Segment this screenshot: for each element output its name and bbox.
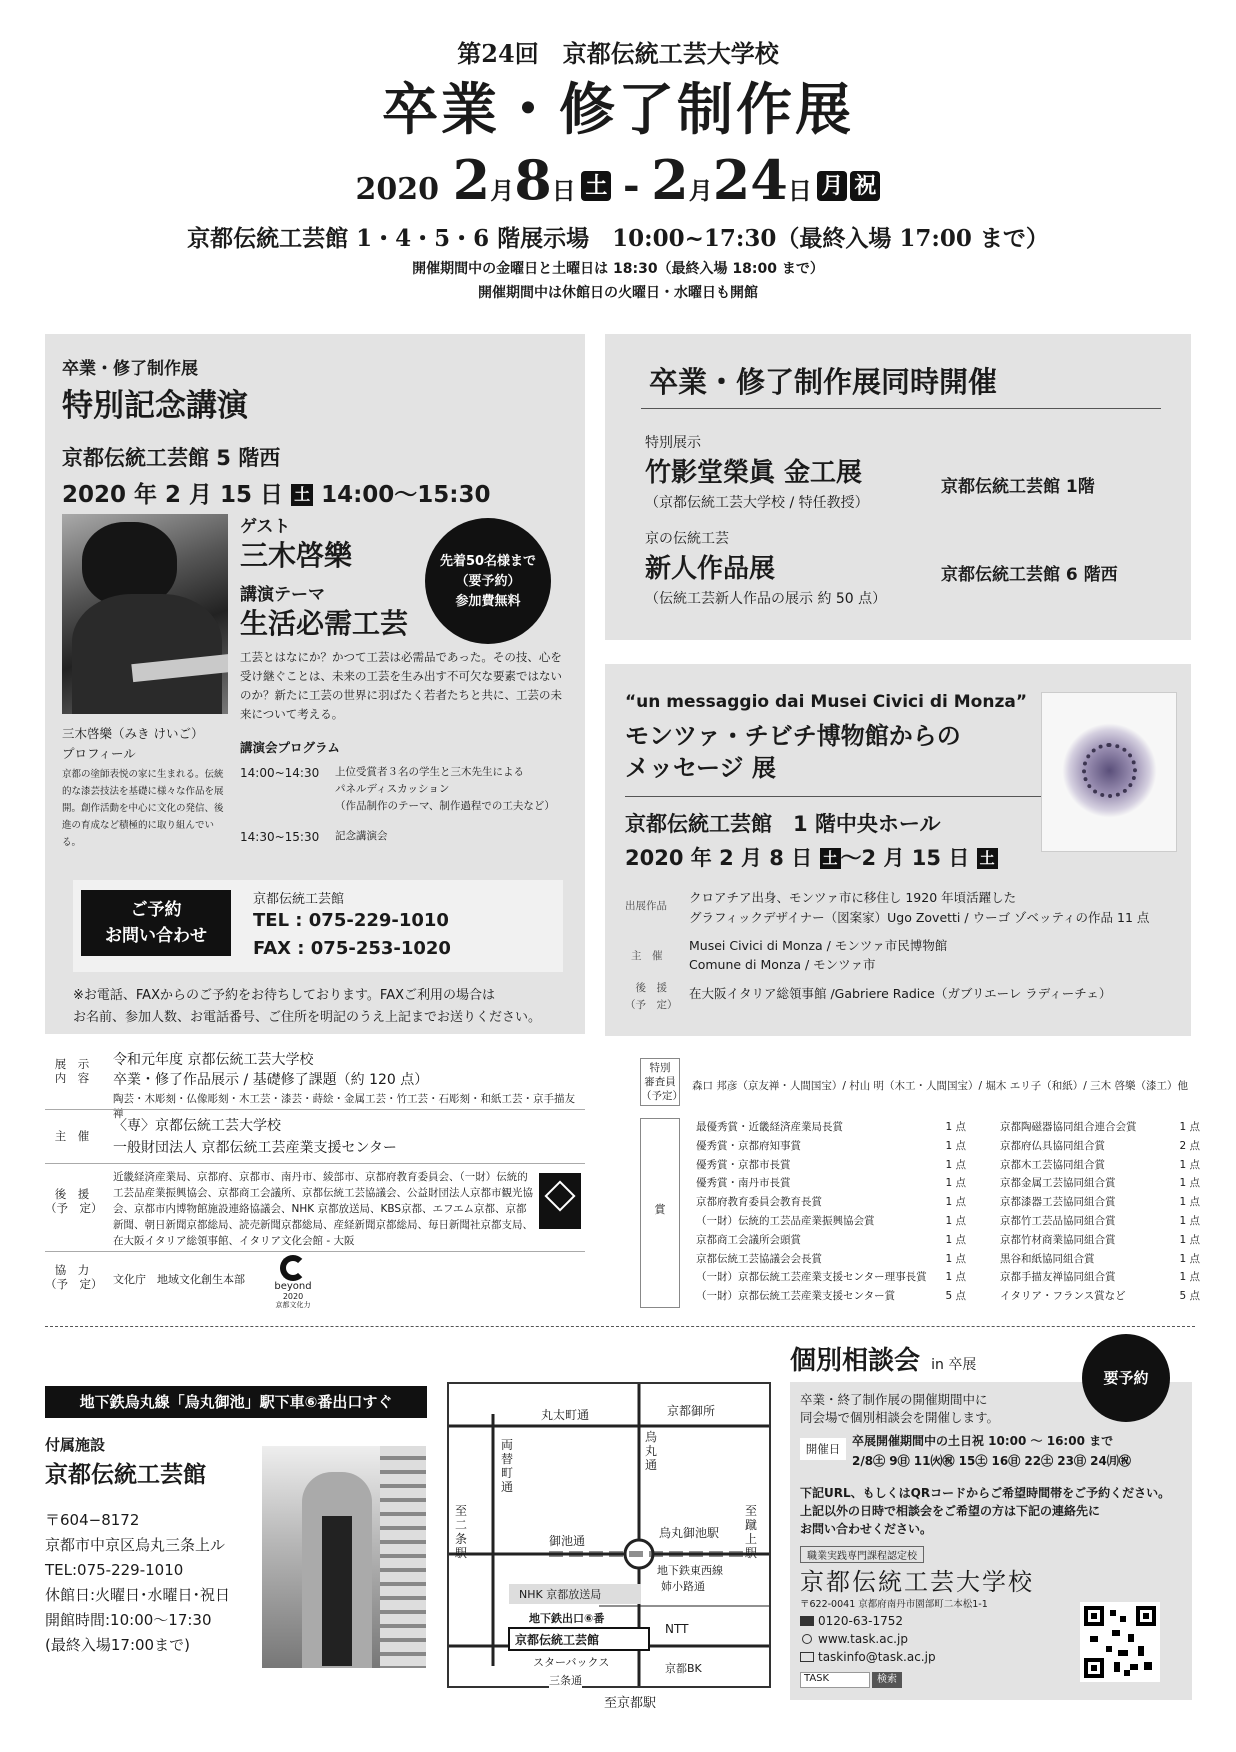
beyond-year: 2020 — [282, 1292, 304, 1301]
award-row — [1000, 1174, 1200, 1193]
info-line-1a: 令和元年度 京都伝統工芸大学校 — [113, 1052, 314, 1068]
award-count: 1 点 — [945, 1121, 966, 1133]
monza-artwork — [1041, 692, 1177, 852]
badge-line-1: 先着50名様まで — [439, 554, 537, 569]
award-count: 1 点 — [1179, 1121, 1200, 1133]
award-row — [1000, 1118, 1200, 1137]
info-table — [45, 1045, 585, 1307]
award-count: 1 点 — [1179, 1177, 1200, 1190]
award-row — [1000, 1156, 1200, 1175]
lecture-place: 京都伝統工芸館 5 階西 — [62, 446, 281, 470]
consult-title-sub: in 卒展 — [931, 1357, 977, 1373]
info-line-2b: 一般財団法人 京都伝統工芸産業支援センター — [113, 1140, 397, 1156]
monza-dow-1: 土 — [820, 848, 841, 869]
reserve-note-2: お名前、参加人数、お電話番号、ご住所を明記のうえ上記までお送りください。 — [73, 1010, 542, 1025]
award-name: 黒谷和紙協同組合賞 — [1000, 1252, 1095, 1265]
award-row — [696, 1287, 966, 1306]
consult-date-1: 卒展開催期間中の土日祝 10:00 ～ 16:00 まで — [852, 1434, 1114, 1448]
award-count: 1 点 — [1179, 1196, 1200, 1209]
qr-code[interactable] — [1080, 1602, 1160, 1682]
header-note-1: 開催期間中の金曜日と土曜日は 18:30（最終入場 18:00 まで） — [412, 261, 824, 277]
awards-right — [1000, 1118, 1200, 1306]
consult-mail[interactable]: taskinfo@task.ac.jp — [818, 1650, 936, 1664]
unit: 日 — [787, 176, 812, 205]
award-count: 1 点 — [945, 1196, 966, 1209]
theme: 生活必需工芸 — [240, 607, 409, 640]
award-count: 1 点 — [945, 1177, 966, 1190]
info-label-3: 後 援 （予 定） — [45, 1187, 103, 1215]
award-name: 京都陶磁器協同組合連合会賞 — [1000, 1121, 1137, 1133]
access-map — [447, 1382, 771, 1688]
map-kogeikan: 京都伝統工芸館 — [515, 1633, 600, 1647]
consult-note-1: 下記URL、もしくはQRコードからご希望時間帯をご予約ください。 — [800, 1486, 1171, 1500]
consult-cert: 職業実践専門課程認定校 — [800, 1546, 924, 1563]
monza-row-text-1: クロアチア出身、モンツァ市に移住し 1920 年頃活躍した グラフィックデザイナー（図案家）Ugo Zovetti / ウーゴ ゾベッティの作品 11 点 — [689, 890, 1150, 925]
award-count: 1 点 — [1179, 1158, 1200, 1171]
guest-name: 三木啓樂 — [240, 539, 353, 572]
info-label-1: 展 示 内 容 — [54, 1057, 90, 1085]
award-count: 1 点 — [945, 1252, 966, 1265]
judges-label: 特別 審査員 （予定） — [640, 1058, 680, 1106]
monza-dates — [625, 842, 998, 872]
end-day: 24 — [712, 148, 788, 212]
phone-icon — [800, 1616, 814, 1626]
monza-quote: “un messaggio dai Musei Civici di Monza” — [625, 692, 1027, 712]
award-count: 2 点 — [1179, 1139, 1200, 1152]
map-starbucks: スターバックス — [533, 1656, 610, 1669]
judges-text: 森口 邦彦（京友禅・人間国宝）/ 村山 明（木工・人間国宝）/ 堀木 エリ子（和紙）/ 三木 啓樂（漆工）他 — [692, 1080, 1188, 1092]
program-time-1: 14:00~14:30 — [240, 766, 320, 780]
profile-text: 京都の塗師表悦の家に生まれる。伝統的な漆芸技法を基礎に様々な作品を展開。創作活動を中心に文化の発信、後進の育成など積極的に取り組んでいる。 — [62, 769, 224, 848]
award-count: 5 点 — [1179, 1290, 1200, 1303]
lecture-title: 特別記念講演 — [62, 388, 248, 424]
beyond-mark-icon — [280, 1255, 306, 1281]
reserve-org: 京都伝統工芸館 — [253, 892, 345, 907]
consult-intro-1: 卒業・終了制作展の開催期間中に — [800, 1392, 988, 1407]
monza-dow-2: 土 — [977, 848, 998, 869]
monza-row-label-1: 出展作品 — [625, 900, 667, 912]
award-count: 1 点 — [1179, 1271, 1200, 1284]
partner-logo — [539, 1173, 581, 1229]
lecture-time: 14:00～15:30 — [321, 482, 491, 508]
consult-intro-2: 同会場で個別相談会を開催します。 — [800, 1410, 1000, 1425]
award-count: 1 点 — [1179, 1233, 1200, 1246]
award-count: 1 点 — [945, 1139, 966, 1152]
awards-left — [696, 1118, 966, 1306]
beyond-sub: 京都文化力 — [275, 1301, 311, 1309]
info-small-4: 文化庁 地域文化創生本部 — [113, 1273, 245, 1286]
awards — [640, 1118, 1200, 1308]
reserve-note-1: ※お電話、FAXからのご予約をお待ちしております。FAXご利用の場合は — [73, 988, 496, 1003]
profile-name: 三木啓樂（みき けいご） — [62, 726, 204, 741]
map-sanjo: 三条通 — [549, 1674, 582, 1687]
award-row — [696, 1268, 966, 1287]
consult-tel[interactable]: 0120-63-1752 — [818, 1614, 904, 1628]
award-count: 1 点 — [1179, 1252, 1200, 1265]
lecture-dow: 土 — [291, 484, 313, 506]
monza-date-1: 2020 年 2 月 8 日 — [625, 846, 813, 870]
beyond-text: beyond — [274, 1281, 312, 1292]
map-ntt: NTT — [665, 1622, 689, 1636]
monza-row-label-2: 主 催 — [631, 950, 663, 962]
award-row — [1000, 1231, 1200, 1250]
concurrent-2-name: 新人作品展 — [645, 554, 776, 584]
monza-place: 京都伝統工芸館 1 階中央ホール — [625, 812, 941, 836]
badge-line-2: （要予約） — [455, 574, 521, 589]
free-badge — [425, 518, 551, 644]
award-row — [696, 1212, 966, 1231]
end-dow-badge: 月 — [817, 171, 847, 201]
mail-icon — [800, 1652, 814, 1662]
concurrent-panel — [605, 334, 1191, 640]
award-name: 優秀賞・南丹市長賞 — [696, 1177, 791, 1190]
award-count: 1 点 — [945, 1214, 966, 1227]
award-row — [696, 1231, 966, 1250]
search-box[interactable]: TASK — [800, 1672, 870, 1688]
program-desc-1: 上位受賞者３名の学生と三木先生による パネルディスカッション （作品制作のテーマ、制作過程での工夫など） — [335, 766, 555, 812]
award-name: 京都府仏具協同組合賞 — [1000, 1139, 1105, 1152]
map-ryogae: 両 替 町 通 — [501, 1438, 514, 1494]
map-karasuma: 烏 丸 通 — [645, 1430, 658, 1472]
theme-label: 講演テーマ — [240, 585, 325, 605]
monza-title-2: メッセージ 展 — [625, 754, 776, 782]
map-exit: 地下鉄出口⑥番 — [529, 1612, 605, 1625]
page-title: 卒業・修了制作展 — [382, 77, 854, 143]
award-row — [1000, 1137, 1200, 1156]
unit: 月 — [688, 176, 713, 205]
date-dash: - — [622, 162, 640, 209]
hours: 開館時間:10:00～17:30 — [45, 1611, 212, 1629]
program-label: 講演会プログラム — [240, 740, 340, 755]
award-name: 京都漆器工芸協同組合賞 — [1000, 1196, 1116, 1209]
lecture-desc: 工芸とはなにか？かつて工芸は必需品であった。その技、心を受け継ぐことは、未来の工芸を生み出す不可欠な要素ではないのか？新たに工芸の世界に羽ばたく若者たちと共に、工芸の未来について考える。 — [240, 650, 562, 721]
start-month: 2 — [452, 148, 491, 212]
postal: 〒604−8172 — [45, 1511, 140, 1529]
consult-title-text: 個別相談会 — [790, 1346, 921, 1376]
award-name: （一財）京都伝統工芸産業支援センター理事長賞 — [696, 1271, 927, 1284]
award-count: 1 点 — [1179, 1214, 1200, 1227]
guest-photo — [62, 514, 228, 714]
award-name: 京都手描友禅協同組合賞 — [1000, 1271, 1116, 1284]
award-count: 5 点 — [945, 1290, 966, 1303]
award-name: 京都府教育委員会教育長賞 — [696, 1196, 822, 1209]
header-dates — [0, 148, 1236, 212]
consult-note-2: 上記以外の日時で相談会をご希望の方は下記の連絡先に — [800, 1504, 1101, 1518]
consult-web[interactable]: www.task.ac.jp — [818, 1632, 908, 1646]
award-name: 京都木工芸協同組合賞 — [1000, 1158, 1105, 1171]
facility-name: 京都伝統工芸館 — [45, 1462, 206, 1488]
header-note-2: 開催期間中は休館日の火曜日・水曜日も開館 — [478, 285, 758, 301]
consult-note-3: お問い合わせください。 — [800, 1522, 933, 1536]
award-count: 1 点 — [945, 1271, 966, 1284]
access-lines — [45, 1508, 230, 1658]
consult-date-label: 開催日 — [800, 1438, 846, 1460]
web-icon — [802, 1634, 812, 1644]
reserve-tel[interactable]: TEL : 075-229-1010 — [253, 910, 449, 931]
reserve-label-2: お問い合わせ — [105, 926, 207, 946]
award-name: 京都竹材商業協同組合賞 — [1000, 1233, 1116, 1246]
monza-title-1: モンツァ・チビチ博物館からの — [625, 722, 961, 750]
map-bk: 京都BK — [665, 1662, 702, 1675]
consult-title — [790, 1340, 976, 1377]
map-nijo: 至 二 条 駅 — [455, 1504, 468, 1560]
award-row — [1000, 1212, 1200, 1231]
award-name: 京都伝統工芸協議会会長賞 — [696, 1252, 822, 1265]
concurrent-1-small: 特別展示 — [645, 435, 701, 451]
building-photo — [262, 1446, 426, 1668]
award-row — [696, 1137, 966, 1156]
concurrent-2-small: 京の伝統工芸 — [645, 531, 729, 547]
info-small-1: 陶芸・木彫刻・仏像彫刻・木工芸・漆芸・蒔絵・金属工芸・竹工芸・石彫刻・和紙工芸・京手描友禅 — [113, 1093, 575, 1120]
last-entry: (最終入場17:00まで) — [45, 1636, 190, 1654]
map-gosho: 京都御所 — [667, 1404, 716, 1418]
map-station: 烏丸御池駅 — [659, 1526, 720, 1540]
search-button[interactable]: 検索 — [872, 1672, 902, 1688]
qr-code-icon — [1084, 1606, 1156, 1678]
judges — [640, 1058, 1200, 1118]
award-name: 最優秀賞・近畿経済産業局長賞 — [696, 1121, 843, 1133]
consult-date-2: 2/8㊏ 9㊐ 11㈫㊗ 15㊏ 16㊐ 22㊏ 23㊐ 24㈪㊗ — [852, 1454, 1131, 1468]
info-small-3: 近畿経済産業局、京都府、京都市、南丹市、綾部市、京都府教育委員会、（一財）伝統的工芸品産業振興協会、京都商工会議所、京都伝統工芸協議会、公益財団法人京都市観光協会、京都市内博物館施設連絡協議会、NHK 京都放送局、KBS京都、エフエム京都、京都新聞、朝日新聞京都総局、読売新聞京都総局、産経新聞京都総局、毎日新聞社京都支局、在大阪イタリア総領事館、イタリア文化会館 - 大阪 — [113, 1171, 533, 1247]
award-row — [696, 1193, 966, 1212]
map-marutamachi: 丸太町通 — [541, 1408, 590, 1422]
map-oike: 御池通 — [549, 1534, 586, 1548]
concurrent-1-sub: （京都伝統工芸大学校 / 特任教授） — [645, 495, 869, 511]
end-month: 2 — [651, 148, 689, 212]
monza-row-label-3: 後 援 （予 定） — [625, 982, 678, 1011]
concurrent-2-place: 京都伝統工芸館 6 階西 — [941, 565, 1118, 585]
facility-label: 付属施設 — [45, 1436, 106, 1454]
monza-panel — [605, 664, 1191, 1036]
award-row — [1000, 1193, 1200, 1212]
award-count: 1 点 — [945, 1233, 966, 1246]
lecture-panel — [45, 334, 585, 1034]
consult-panel — [790, 1382, 1192, 1700]
concurrent-title: 卒業・修了制作展同時開催 — [649, 365, 998, 399]
reserve-label-1: ご予約 — [130, 900, 182, 920]
holiday-badge: 祝 — [850, 171, 880, 201]
award-name: 京都金属工芸協同組合賞 — [1000, 1177, 1116, 1190]
start-day: 8 — [514, 148, 552, 212]
award-row — [696, 1174, 966, 1193]
tel[interactable]: TEL:075-229-1010 — [45, 1561, 184, 1579]
unit: 月 — [490, 176, 515, 205]
monza-row-text-3: 在大阪イタリア総領事館 /Gabriere Radice（ガブリエーレ ラディーチェ） — [689, 986, 1112, 1001]
award-row — [696, 1156, 966, 1175]
info-label-4: 協 力 （予 定） — [45, 1263, 103, 1291]
reserve-fax[interactable]: FAX : 075-253-1020 — [253, 938, 451, 959]
start-dow-badge: 土 — [581, 171, 611, 201]
award-row — [696, 1250, 966, 1269]
awards-label: 賞 — [640, 1118, 680, 1308]
concurrent-2-sub: （伝統工芸新人作品の展示 約 50 点） — [645, 591, 887, 607]
monza-row-text-2: Musei Civici di Monza / モンツァ市民博物館 Comune di Monza / モンツァ市 — [689, 938, 948, 972]
monza-date-2: ～2 月 15 日 — [840, 846, 970, 870]
unit: 日 — [551, 176, 576, 205]
award-name: 優秀賞・京都府知事賞 — [696, 1139, 801, 1152]
beyond-logo — [263, 1255, 323, 1310]
consult-school: 京都伝統工芸大学校 — [800, 1568, 1034, 1596]
address: 京都市中京区烏丸三条上ル — [45, 1536, 226, 1554]
program-time-2: 14:30~15:30 — [240, 830, 320, 844]
map-anekoji: 姉小路通 — [661, 1580, 705, 1593]
year: 2020 — [355, 172, 440, 207]
award-name: イタリア・フランス賞など — [1000, 1290, 1126, 1303]
info-line-1b: 卒業・修了作品展示 / 基礎修了課題（約 120 点） — [113, 1072, 429, 1088]
award-name: （一財）京都伝統工芸産業支援センター賞 — [696, 1290, 896, 1303]
map-roads — [449, 1384, 769, 1686]
award-name: （一財）伝統的工芸品産業振興協会賞 — [696, 1214, 875, 1227]
concurrent-1-name: 竹影堂榮眞 金工展 — [645, 458, 863, 488]
consult-badge: 要予約 — [1082, 1334, 1170, 1422]
info-label-2: 主 催 — [54, 1129, 90, 1143]
profile-label: プロフィール — [62, 746, 136, 761]
closed-days: 休館日:火曜日･水曜日･祝日 — [45, 1586, 231, 1604]
award-name: 京都竹工芸品協同組合賞 — [1000, 1214, 1116, 1227]
map-tozai: 地下鉄東西線 — [657, 1564, 723, 1577]
lecture-datetime — [62, 476, 491, 509]
map-nhk: NHK 京都放送局 — [519, 1588, 602, 1601]
award-row — [1000, 1287, 1200, 1306]
map-kyoto: 至京都駅 — [604, 1696, 657, 1711]
award-count: 1 点 — [945, 1158, 966, 1171]
award-row — [696, 1118, 966, 1137]
award-name: 京都商工会議所会頭賞 — [696, 1233, 801, 1246]
lecture-date: 2020 年 2 月 15 日 — [62, 482, 284, 508]
venue-line: 京都伝統工芸館 1・4・5・6 階展示場 10:00~17:30（最終入場 17:00 まで） — [187, 225, 1049, 252]
reserve-box — [73, 880, 563, 972]
consult-address: 〒622-0041 京都府南丹市園部町二本松1-1 — [800, 1599, 988, 1610]
info-line-2a: 〈専〉京都伝統工芸大学校 — [113, 1118, 281, 1134]
concurrent-1-place: 京都伝統工芸館 1階 — [941, 477, 1095, 497]
badge-line-3: 参加費無料 — [455, 594, 521, 609]
map-keage: 至 蹴 上 駅 — [745, 1504, 758, 1560]
header-edition: 第24回 京都伝統工芸大学校 — [457, 39, 779, 68]
access-banner: 地下鉄烏丸線「烏丸御池」駅下車⑥番出口すぐ — [45, 1386, 427, 1418]
award-row — [1000, 1250, 1200, 1269]
program-desc-2: 記念講演会 — [335, 830, 388, 842]
lecture-small-title: 卒業・修了制作展 — [62, 359, 198, 379]
award-name: 優秀賞・京都市長賞 — [696, 1158, 791, 1171]
guest-label: ゲスト — [240, 517, 291, 537]
reserve-label — [81, 890, 231, 956]
award-row — [1000, 1268, 1200, 1287]
